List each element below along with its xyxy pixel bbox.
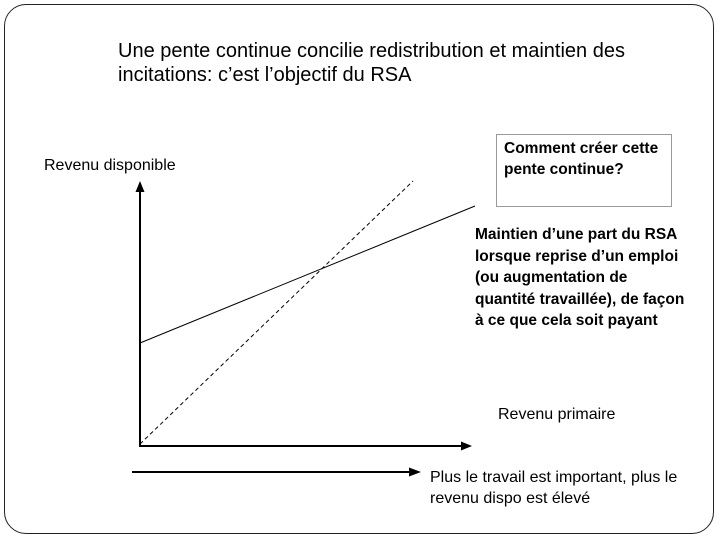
y-axis-arrowhead <box>136 181 145 192</box>
dashed-income-line <box>140 181 413 444</box>
slide-title: Une pente continue concilie redistribution et maintien des incitations: c’est l’objectif du RSA <box>118 40 625 86</box>
x-axis-label: Revenu primaire <box>498 406 616 423</box>
explanation-text: Maintien d’une part du RSA lorsque reprise d’un emploi (ou augmentation de quantité travaillée), de façon à ce que cela soit payant <box>475 226 685 329</box>
y-axis-label: Revenu disponible <box>44 157 176 174</box>
bottom-arrowhead <box>409 468 421 477</box>
bottom-note: Plus le travail est important, plus le revenu dispo est élevé <box>430 469 678 507</box>
x-axis-arrowhead <box>461 442 472 451</box>
question-box: Comment créer cette pente continue? <box>496 134 672 207</box>
solid-income-line <box>140 206 475 343</box>
